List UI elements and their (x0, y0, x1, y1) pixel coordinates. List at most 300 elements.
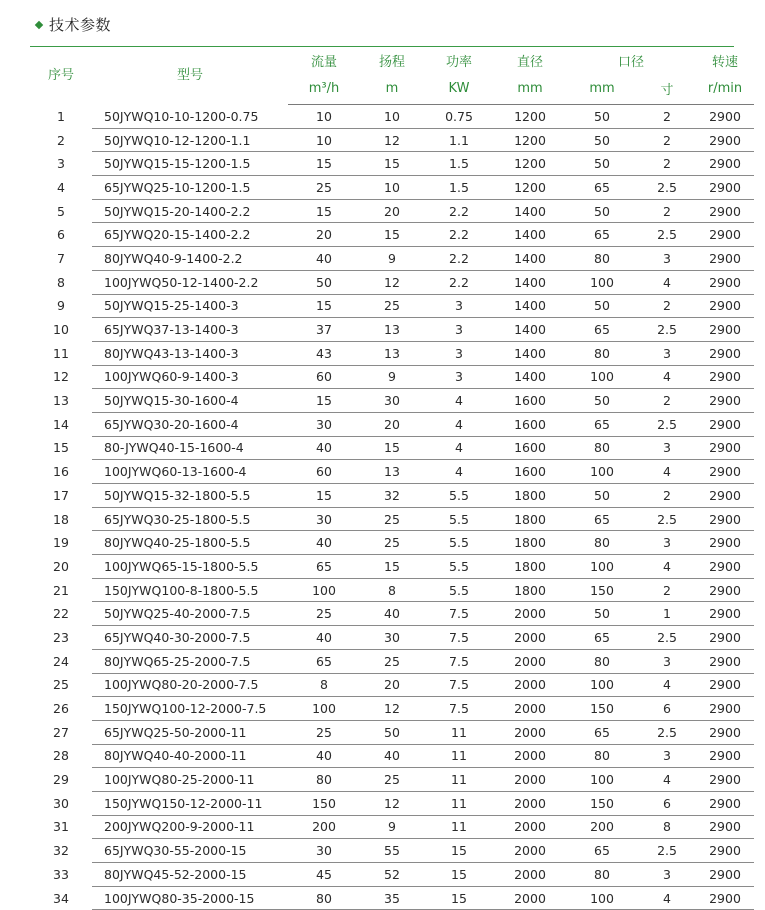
diameter-value: 2000 (494, 886, 566, 910)
model-number: 80-JYWQ40-15-1600-4 (92, 436, 288, 460)
outlet-mm-value: 65 (566, 507, 638, 531)
model-number: 80JYWQ40-9-1400-2.2 (92, 247, 288, 271)
outlet-mm-value: 50 (566, 128, 638, 152)
speed-value: 2900 (696, 673, 754, 697)
outlet-inch-value: 4 (638, 460, 696, 484)
flow-value: 25 (288, 176, 360, 200)
row-index: 1 (57, 108, 65, 124)
table-row (30, 507, 754, 531)
head-value: 15 (360, 223, 424, 247)
power-value: 2.2 (424, 270, 494, 294)
head-value: 12 (360, 697, 424, 721)
outlet-mm-value: 80 (566, 649, 638, 673)
outlet-inch-value: 6 (638, 697, 696, 721)
row-index: 21 (53, 582, 69, 598)
power-value: 1.5 (424, 152, 494, 176)
model-number: 50JYWQ15-30-1600-4 (92, 389, 288, 413)
diameter-value: 1400 (494, 318, 566, 342)
outlet-mm-value: 80 (566, 436, 638, 460)
row-index: 26 (53, 701, 69, 717)
model-number: 200JYWQ200-9-2000-11 (92, 815, 288, 839)
head-value: 30 (360, 389, 424, 413)
model-number: 65JYWQ30-20-1600-4 (92, 412, 288, 436)
unit-power: KW (424, 72, 494, 105)
row-index: 4 (57, 179, 65, 195)
outlet-mm-value: 50 (566, 152, 638, 176)
row-index: 23 (53, 629, 69, 645)
diameter-value: 1200 (494, 176, 566, 200)
power-value: 7.5 (424, 673, 494, 697)
outlet-inch-value: 2 (638, 389, 696, 413)
outlet-mm-value: 65 (566, 318, 638, 342)
flow-value: 200 (288, 815, 360, 839)
outlet-inch-value: 3 (638, 744, 696, 768)
model-number: 50JYWQ25-40-2000-7.5 (92, 602, 288, 626)
table-row (30, 791, 754, 815)
row-index: 28 (53, 748, 69, 764)
row-index: 20 (53, 558, 69, 574)
speed-value: 2900 (696, 555, 754, 579)
outlet-mm-value: 50 (566, 199, 638, 223)
row-index: 24 (53, 653, 69, 669)
flow-value: 10 (288, 128, 360, 152)
power-value: 5.5 (424, 507, 494, 531)
flow-value: 150 (288, 791, 360, 815)
flow-value: 20 (288, 223, 360, 247)
speed-value: 2900 (696, 318, 754, 342)
power-value: 11 (424, 768, 494, 792)
power-value: 0.75 (424, 105, 494, 129)
table-row (30, 555, 754, 579)
outlet-mm-value: 80 (566, 863, 638, 887)
power-value: 4 (424, 460, 494, 484)
outlet-mm-value: 65 (566, 223, 638, 247)
head-value: 35 (360, 886, 424, 910)
model-number: 50JYWQ15-32-1800-5.5 (92, 484, 288, 508)
table-row (30, 294, 754, 318)
outlet-mm-value: 50 (566, 602, 638, 626)
diameter-value: 1400 (494, 223, 566, 247)
table-row (30, 128, 754, 152)
row-index: 15 (53, 440, 69, 456)
outlet-mm-value: 50 (566, 105, 638, 129)
diameter-value: 1200 (494, 128, 566, 152)
diameter-value: 1400 (494, 270, 566, 294)
model-number: 50JYWQ10-10-1200-0.75 (92, 105, 288, 129)
head-value: 15 (360, 152, 424, 176)
table-row (30, 578, 754, 602)
diameter-value: 2000 (494, 673, 566, 697)
table-row (30, 815, 754, 839)
outlet-mm-value: 65 (566, 839, 638, 863)
header-flow: 流量 (310, 55, 337, 70)
model-number: 80JYWQ40-25-1800-5.5 (92, 531, 288, 555)
model-number: 150JYWQ150-12-2000-11 (92, 791, 288, 815)
head-value: 13 (360, 318, 424, 342)
speed-value: 2900 (696, 223, 754, 247)
outlet-inch-value: 4 (638, 768, 696, 792)
outlet-inch-value: 4 (638, 555, 696, 579)
outlet-inch-value: 4 (638, 673, 696, 697)
flow-value: 80 (288, 768, 360, 792)
row-index: 19 (53, 535, 69, 551)
power-value: 11 (424, 815, 494, 839)
model-number: 100JYWQ60-9-1400-3 (92, 365, 288, 389)
outlet-inch-value: 2.5 (638, 223, 696, 247)
row-index: 14 (53, 416, 69, 432)
row-index: 11 (53, 345, 69, 361)
head-value: 25 (360, 294, 424, 318)
diameter-value: 1800 (494, 484, 566, 508)
speed-value: 2900 (696, 791, 754, 815)
head-value: 25 (360, 768, 424, 792)
section-title-text: 技术参数 (49, 16, 112, 34)
power-value: 5.5 (424, 555, 494, 579)
power-value: 15 (424, 863, 494, 887)
flow-value: 15 (288, 294, 360, 318)
diameter-value: 2000 (494, 815, 566, 839)
model-number: 65JYWQ20-15-1400-2.2 (92, 223, 288, 247)
head-value: 15 (360, 436, 424, 460)
outlet-mm-value: 100 (566, 365, 638, 389)
table-row (30, 697, 754, 721)
table-row (30, 531, 754, 555)
power-value: 7.5 (424, 626, 494, 650)
model-number: 65JYWQ37-13-1400-3 (92, 318, 288, 342)
table-row (30, 626, 754, 650)
flow-value: 37 (288, 318, 360, 342)
head-value: 10 (360, 176, 424, 200)
header-model: 型号 (176, 67, 203, 83)
outlet-inch-value: 2 (638, 294, 696, 318)
model-number: 65JYWQ25-10-1200-1.5 (92, 176, 288, 200)
outlet-mm-value: 65 (566, 176, 638, 200)
row-index: 25 (53, 677, 69, 693)
diameter-value: 1600 (494, 436, 566, 460)
table-row (30, 199, 754, 223)
speed-value: 2900 (696, 294, 754, 318)
speed-value: 2900 (696, 863, 754, 887)
model-number: 100JYWQ65-15-1800-5.5 (92, 555, 288, 579)
model-number: 100JYWQ50-12-1400-2.2 (92, 270, 288, 294)
spec-table-body (30, 105, 754, 910)
flow-value: 40 (288, 626, 360, 650)
speed-value: 2900 (696, 341, 754, 365)
power-value: 1.5 (424, 176, 494, 200)
outlet-inch-value: 2 (638, 484, 696, 508)
diameter-value: 1800 (494, 507, 566, 531)
power-value: 4 (424, 412, 494, 436)
head-value: 25 (360, 649, 424, 673)
header-speed: 转速 (712, 55, 739, 70)
outlet-inch-value: 2 (638, 128, 696, 152)
speed-value: 2900 (696, 815, 754, 839)
outlet-inch-value: 8 (638, 815, 696, 839)
outlet-mm-value: 100 (566, 673, 638, 697)
row-index: 22 (53, 606, 69, 622)
diameter-value: 1200 (494, 152, 566, 176)
outlet-mm-value: 100 (566, 460, 638, 484)
outlet-mm-value: 65 (566, 626, 638, 650)
outlet-inch-value: 2.5 (638, 176, 696, 200)
speed-value: 2900 (696, 389, 754, 413)
flow-value: 15 (288, 199, 360, 223)
diameter-value: 1800 (494, 578, 566, 602)
diameter-value: 1600 (494, 412, 566, 436)
outlet-mm-value: 65 (566, 720, 638, 744)
outlet-inch-value: 4 (638, 270, 696, 294)
table-row (30, 318, 754, 342)
outlet-inch-value: 3 (638, 247, 696, 271)
outlet-mm-value: 80 (566, 341, 638, 365)
spec-table (30, 44, 754, 910)
diameter-value: 1200 (494, 105, 566, 129)
head-value: 12 (360, 791, 424, 815)
power-value: 2.2 (424, 223, 494, 247)
diameter-value: 2000 (494, 649, 566, 673)
flow-value: 30 (288, 839, 360, 863)
flow-value: 10 (288, 105, 360, 129)
head-value: 8 (360, 578, 424, 602)
diameter-value: 1600 (494, 460, 566, 484)
head-value: 10 (360, 105, 424, 129)
head-value: 13 (360, 460, 424, 484)
unit-diameter: mm (494, 72, 566, 105)
head-value: 20 (360, 412, 424, 436)
head-value: 9 (360, 247, 424, 271)
flow-value: 60 (288, 365, 360, 389)
diameter-value: 1600 (494, 389, 566, 413)
flow-value: 30 (288, 412, 360, 436)
speed-value: 2900 (696, 176, 754, 200)
power-value: 15 (424, 839, 494, 863)
table-row (30, 247, 754, 271)
model-number: 65JYWQ30-55-2000-15 (92, 839, 288, 863)
model-number: 65JYWQ40-30-2000-7.5 (92, 626, 288, 650)
power-value: 5.5 (424, 531, 494, 555)
table-row (30, 649, 754, 673)
speed-value: 2900 (696, 270, 754, 294)
speed-value: 2900 (696, 839, 754, 863)
speed-value: 2900 (696, 199, 754, 223)
table-row (30, 484, 754, 508)
flow-value: 15 (288, 389, 360, 413)
row-index: 32 (53, 843, 69, 859)
flow-value: 45 (288, 863, 360, 887)
power-value: 5.5 (424, 484, 494, 508)
power-value: 7.5 (424, 602, 494, 626)
outlet-inch-value: 3 (638, 649, 696, 673)
outlet-mm-value: 50 (566, 484, 638, 508)
outlet-inch-value: 2.5 (638, 626, 696, 650)
model-number: 65JYWQ25-50-2000-11 (92, 720, 288, 744)
head-value: 40 (360, 602, 424, 626)
header-diameter: 直径 (516, 55, 543, 70)
outlet-mm-value: 80 (566, 744, 638, 768)
unit-outlet-in: 寸 (638, 72, 696, 105)
unit-head: m (360, 72, 424, 105)
flow-value: 100 (288, 697, 360, 721)
outlet-mm-value: 100 (566, 886, 638, 910)
diameter-value: 2000 (494, 768, 566, 792)
model-number: 150JYWQ100-8-1800-5.5 (92, 578, 288, 602)
table-row (30, 460, 754, 484)
outlet-mm-value: 100 (566, 768, 638, 792)
speed-value: 2900 (696, 602, 754, 626)
diameter-value: 2000 (494, 626, 566, 650)
outlet-inch-value: 1 (638, 602, 696, 626)
power-value: 4 (424, 436, 494, 460)
table-row (30, 720, 754, 744)
header-power: 功率 (445, 55, 472, 70)
row-index: 18 (53, 511, 69, 527)
table-row (30, 176, 754, 200)
row-index: 17 (53, 487, 69, 503)
speed-value: 2900 (696, 531, 754, 555)
row-index: 29 (53, 772, 69, 788)
speed-value: 2900 (696, 484, 754, 508)
power-value: 1.1 (424, 128, 494, 152)
speed-value: 2900 (696, 460, 754, 484)
power-value: 3 (424, 318, 494, 342)
table-row (30, 768, 754, 792)
header-head: 扬程 (378, 55, 405, 70)
speed-value: 2900 (696, 436, 754, 460)
outlet-inch-value: 2.5 (638, 839, 696, 863)
flow-value: 8 (288, 673, 360, 697)
diameter-value: 2000 (494, 697, 566, 721)
diameter-value: 2000 (494, 720, 566, 744)
table-row (30, 341, 754, 365)
power-value: 2.2 (424, 247, 494, 271)
head-value: 20 (360, 199, 424, 223)
speed-value: 2900 (696, 152, 754, 176)
flow-value: 15 (288, 152, 360, 176)
speed-value: 2900 (696, 768, 754, 792)
flow-value: 40 (288, 531, 360, 555)
diameter-value: 1800 (494, 531, 566, 555)
table-row (30, 744, 754, 768)
outlet-inch-value: 2.5 (638, 412, 696, 436)
outlet-inch-value: 2 (638, 152, 696, 176)
speed-value: 2900 (696, 649, 754, 673)
row-index: 31 (53, 819, 69, 835)
outlet-mm-value: 50 (566, 294, 638, 318)
row-index: 2 (57, 132, 65, 148)
flow-value: 65 (288, 649, 360, 673)
model-number: 80JYWQ40-40-2000-11 (92, 744, 288, 768)
outlet-inch-value: 2.5 (638, 318, 696, 342)
model-number: 100JYWQ80-35-2000-15 (92, 886, 288, 910)
head-value: 9 (360, 815, 424, 839)
head-value: 40 (360, 744, 424, 768)
power-value: 11 (424, 791, 494, 815)
speed-value: 2900 (696, 247, 754, 271)
head-value: 32 (360, 484, 424, 508)
power-value: 4 (424, 389, 494, 413)
outlet-inch-value: 2.5 (638, 720, 696, 744)
head-value: 15 (360, 555, 424, 579)
flow-value: 40 (288, 744, 360, 768)
model-number: 50JYWQ15-25-1400-3 (92, 294, 288, 318)
flow-value: 40 (288, 436, 360, 460)
outlet-mm-value: 150 (566, 697, 638, 721)
model-number: 50JYWQ10-12-1200-1.1 (92, 128, 288, 152)
outlet-inch-value: 3 (638, 531, 696, 555)
table-row (30, 886, 754, 910)
head-value: 25 (360, 531, 424, 555)
row-index: 16 (53, 464, 69, 480)
head-value: 50 (360, 720, 424, 744)
diameter-value: 1800 (494, 555, 566, 579)
power-value: 11 (424, 720, 494, 744)
speed-value: 2900 (696, 365, 754, 389)
power-value: 11 (424, 744, 494, 768)
diameter-value: 1400 (494, 341, 566, 365)
table-row (30, 412, 754, 436)
table-row (30, 436, 754, 460)
section-title (36, 14, 111, 35)
table-row (30, 863, 754, 887)
model-number: 100JYWQ80-20-2000-7.5 (92, 673, 288, 697)
row-index: 13 (53, 393, 69, 409)
power-value: 7.5 (424, 649, 494, 673)
flow-value: 25 (288, 602, 360, 626)
flow-value: 40 (288, 247, 360, 271)
diameter-value: 2000 (494, 863, 566, 887)
flow-value: 50 (288, 270, 360, 294)
speed-value: 2900 (696, 720, 754, 744)
speed-value: 2900 (696, 105, 754, 129)
head-value: 52 (360, 863, 424, 887)
model-number: 100JYWQ80-25-2000-11 (92, 768, 288, 792)
table-row (30, 602, 754, 626)
row-index: 5 (57, 203, 65, 219)
power-value: 3 (424, 341, 494, 365)
flow-value: 43 (288, 341, 360, 365)
outlet-inch-value: 3 (638, 341, 696, 365)
speed-value: 2900 (696, 626, 754, 650)
model-number: 80JYWQ43-13-1400-3 (92, 341, 288, 365)
speed-value: 2900 (696, 412, 754, 436)
diameter-value: 1400 (494, 294, 566, 318)
diameter-value: 2000 (494, 602, 566, 626)
row-index: 27 (53, 724, 69, 740)
head-value: 30 (360, 626, 424, 650)
speed-value: 2900 (696, 886, 754, 910)
row-index: 6 (57, 227, 65, 243)
outlet-inch-value: 4 (638, 365, 696, 389)
speed-value: 2900 (696, 744, 754, 768)
diamond-bullet-icon (35, 20, 43, 28)
diameter-value: 1400 (494, 247, 566, 271)
head-value: 9 (360, 365, 424, 389)
outlet-inch-value: 3 (638, 863, 696, 887)
row-index: 10 (53, 322, 69, 338)
table-row (30, 365, 754, 389)
row-index: 33 (53, 866, 69, 882)
outlet-inch-value: 2 (638, 578, 696, 602)
head-value: 55 (360, 839, 424, 863)
row-index: 7 (57, 250, 65, 266)
unit-outlet-mm: mm (566, 72, 638, 105)
diameter-value: 2000 (494, 791, 566, 815)
header-outlet: 口径 (618, 55, 645, 70)
outlet-mm-value: 150 (566, 578, 638, 602)
outlet-inch-value: 6 (638, 791, 696, 815)
flow-value: 100 (288, 578, 360, 602)
diameter-value: 2000 (494, 744, 566, 768)
